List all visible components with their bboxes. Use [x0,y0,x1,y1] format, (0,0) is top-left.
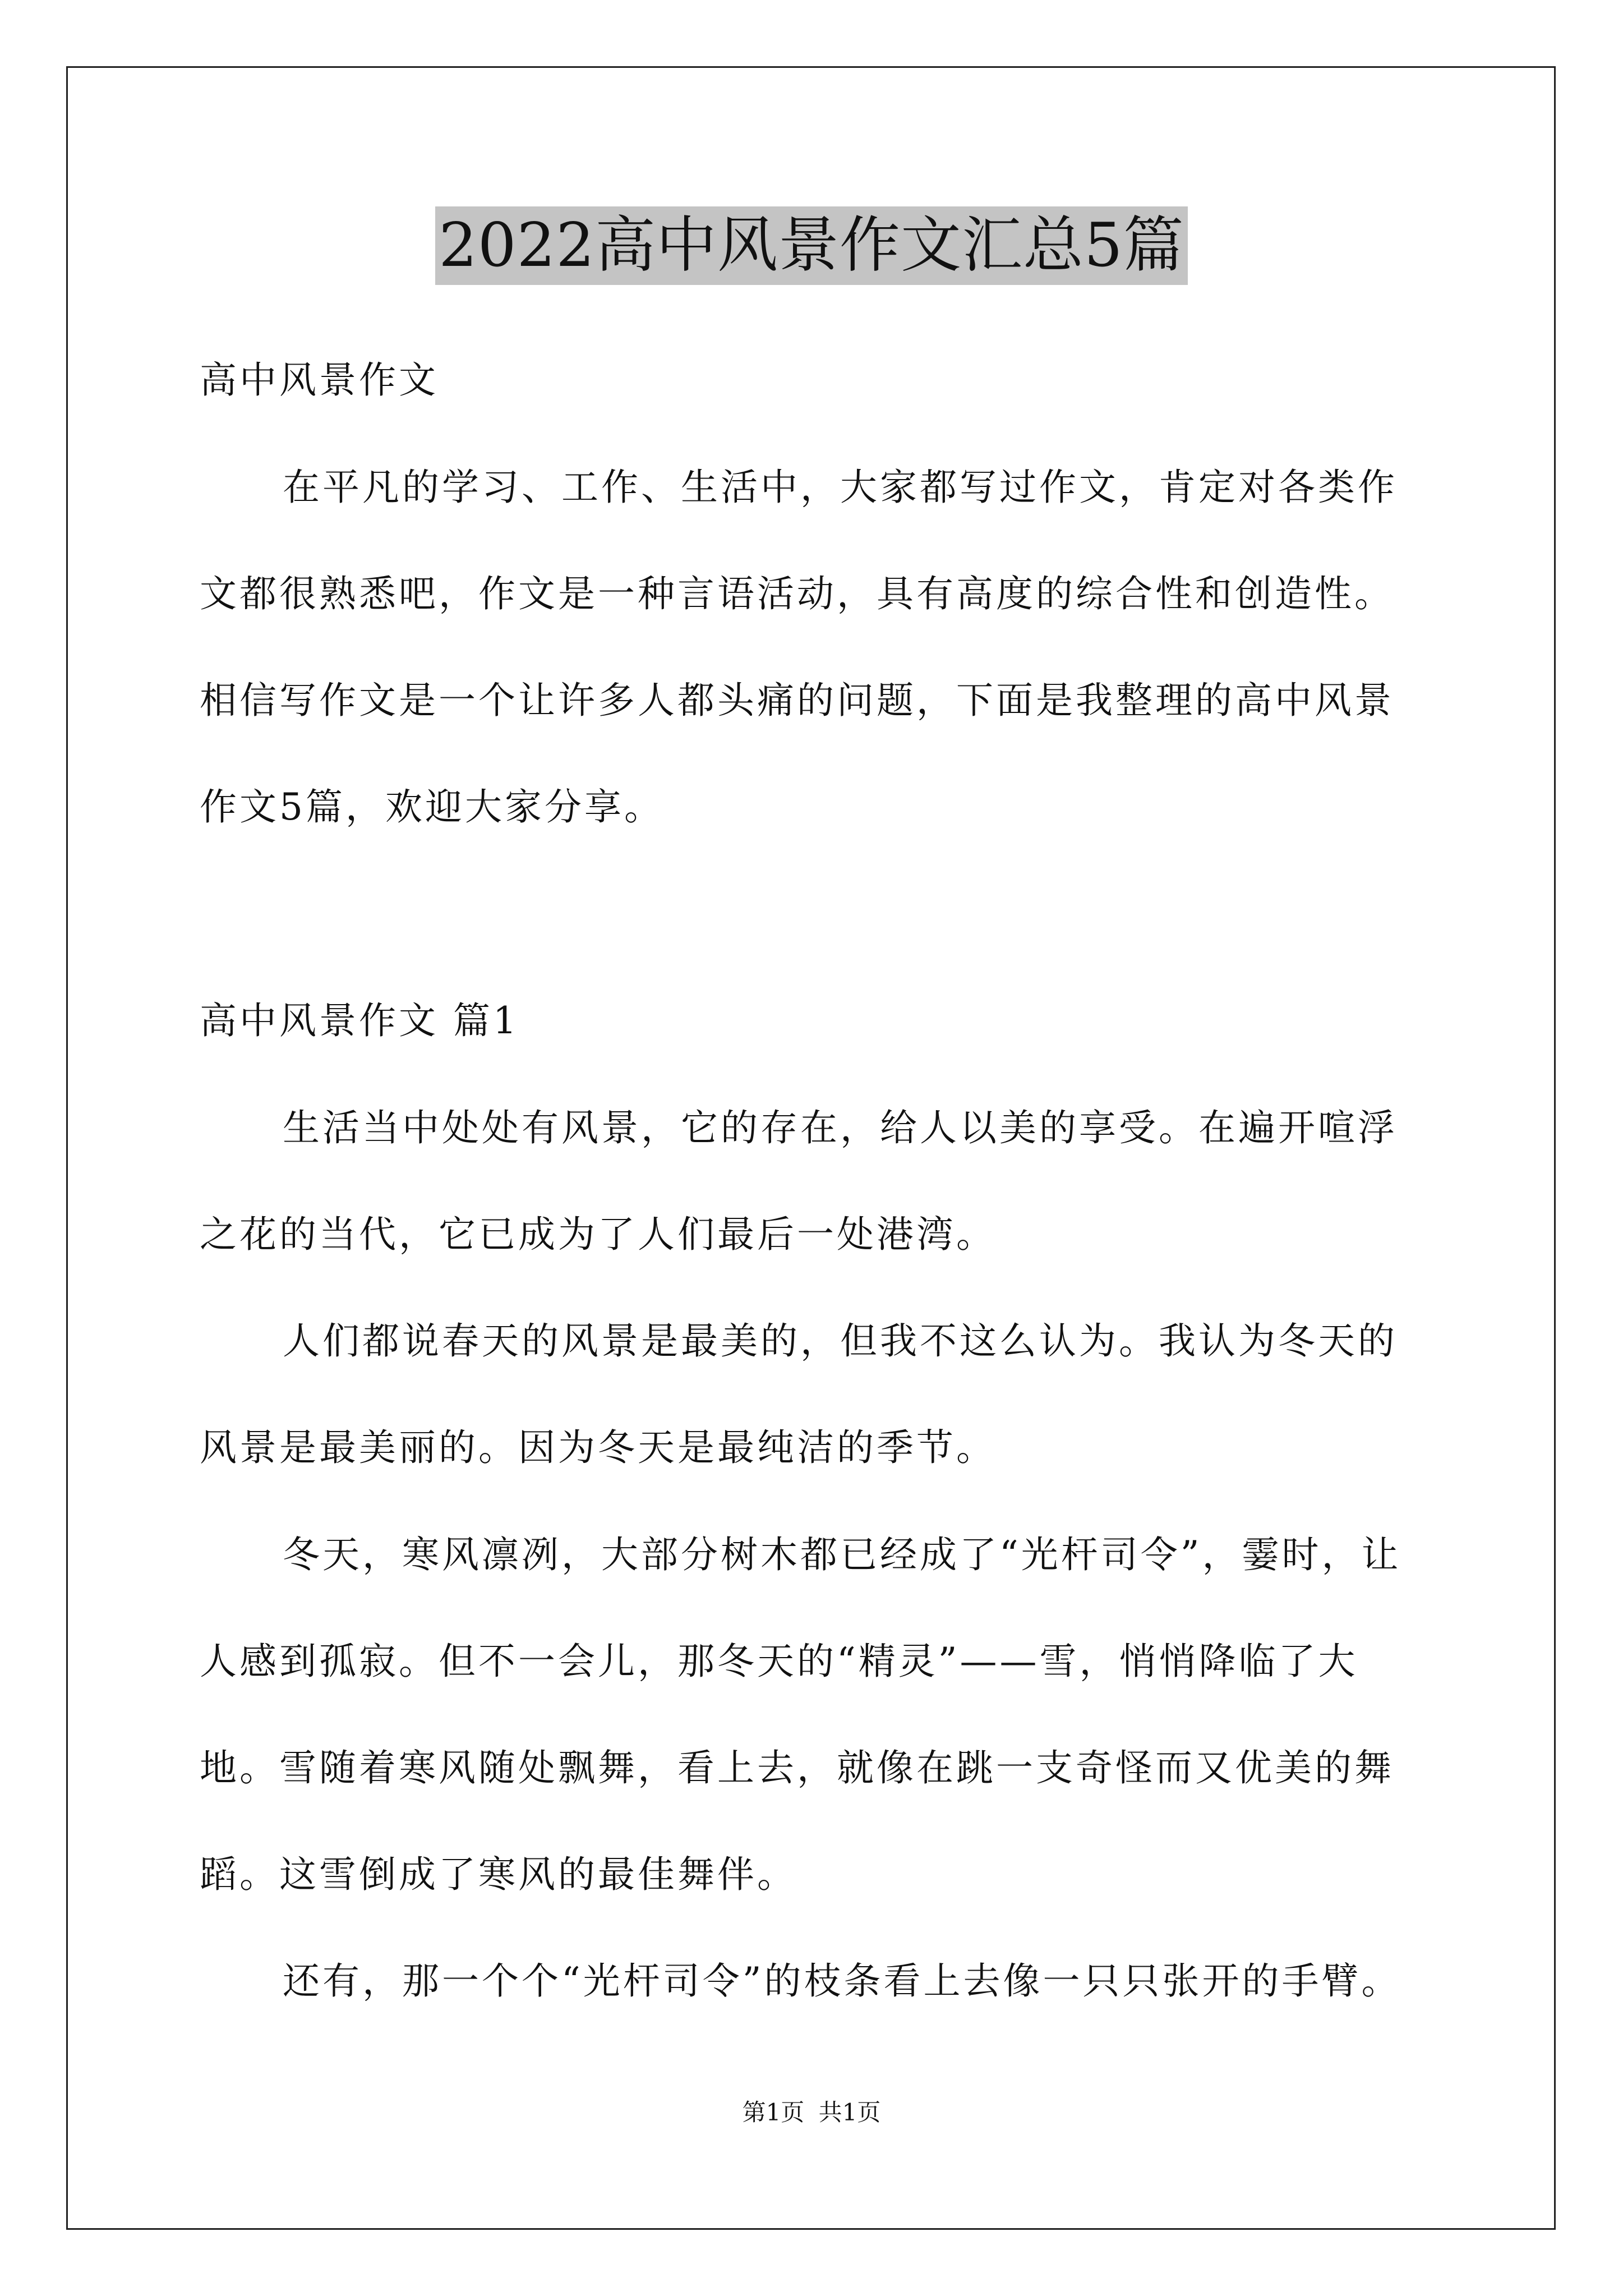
p3-line-2: 人感到孤寂。但不一会儿，那冬天的“精灵”——雪，悄悄降临了大 [200,1640,1358,1683]
intro-line-3: 相信写作文是一个让许多人都头痛的问题，下面是我整理的高中风景 [200,679,1394,722]
p1-line-1: 生活当中处处有风景，它的存在，给人以美的享受。在遍开喧浮 [283,1106,1398,1149]
p3-line-3: 地。雪随着寒风随处飘舞，看上去，就像在跳一支奇怪而又优美的舞 [200,1746,1394,1789]
intro-line-1: 在平凡的学习、工作、生活中，大家都写过作文，肯定对各类作 [283,466,1398,509]
page-total: 共1页 [818,2099,881,2126]
page-number: 第1页 [742,2099,805,2126]
p2-line-1: 人们都说春天的风景是最美的，但我不这么认为。我认为冬天的 [283,1319,1398,1363]
p3-line-1: 冬天，寒风凛冽，大部分树木都已经成了“光杆司令”，霎时，让 [283,1533,1401,1576]
p2-line-2: 风景是最美丽的。因为冬天是最纯洁的季节。 [200,1426,996,1469]
intro-line-4: 作文5篇，欢迎大家分享。 [200,785,664,829]
document-title: 2022高中风景作文汇总5篇 [435,206,1188,285]
section1-heading: 高中风景作文 篇1 [200,999,519,1042]
title-wrap [0,206,1623,285]
intro-line-2: 文都很熟悉吧，作文是一种言语活动，具有高度的综合性和创造性。 [200,572,1394,615]
p1-line-2: 之花的当代，它已成为了人们最后一处港湾。 [200,1213,996,1256]
page-footer [0,2096,1623,2129]
p4-line-1: 还有，那一个个“光杆司令”的枝条看上去像一只只张开的手臂。 [283,1959,1401,2003]
p3-line-4: 蹈。这雪倒成了寒风的最佳舞伴。 [200,1853,797,1896]
intro-heading: 高中风景作文 [200,358,439,402]
